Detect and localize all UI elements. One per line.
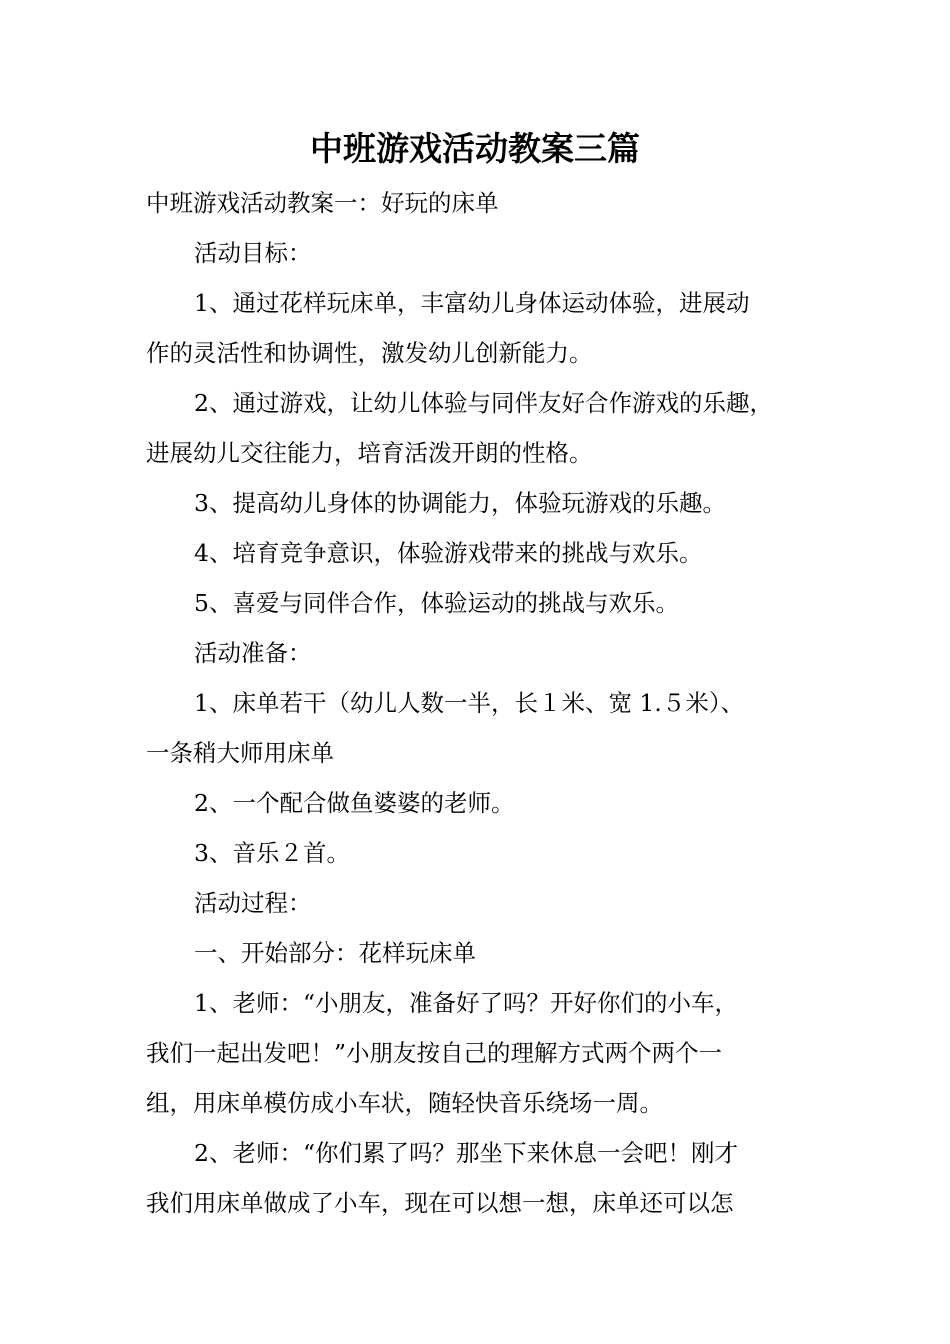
text-line: 4、培育竞争意识，体验游戏带来的挑战与欢乐。: [194, 539, 703, 567]
text-line: 我们用床单做成了小车，现在可以想一想，床单还可以怎: [146, 1189, 734, 1217]
text-line: 2、一个配合做鱼婆婆的老师。: [194, 789, 515, 817]
text-line: 活动目标：: [194, 239, 312, 267]
text-line: 活动过程：: [194, 889, 312, 917]
text-line: 进展幼儿交往能力，培育活泼开朗的性格。: [146, 439, 593, 467]
text-line: 5、喜爱与同伴合作，体验运动的挑战与欢乐。: [194, 589, 679, 617]
text-line: 3、音乐２首。: [194, 839, 350, 867]
text-line: 作的灵活性和协调性，激发幼儿创新能力。: [146, 339, 593, 367]
text-line: 1、老师：“小朋友，准备好了吗？开好你们的小车，: [194, 989, 738, 1017]
text-line: 1、床单若干（幼儿人数一半，长１米、宽 1.５米）、: [194, 689, 745, 717]
text-line: 1、通过花样玩床单，丰富幼儿身体运动体验，进展动: [194, 289, 750, 317]
text-line: 2、通过游戏，让幼儿体验与同伴友好合作游戏的乐趣，: [194, 389, 773, 417]
text-line: 我们一起出发吧！”小朋友按自己的理解方式两个两个一: [146, 1039, 723, 1067]
text-line: 2、老师：“你们累了吗？那坐下来休息一会吧！刚才: [194, 1139, 738, 1167]
text-line: 组，用床单模仿成小车状，随轻快音乐绕场一周。: [146, 1089, 663, 1117]
text-line: 一、开始部分：花样玩床单: [194, 939, 476, 967]
document-body: [146, 178, 822, 1228]
text-line: 一条稍大师用床单: [146, 739, 334, 767]
text-line: 3、提高幼儿身体的协调能力，体验玩游戏的乐趣。: [194, 489, 726, 517]
document-title: 中班游戏活动教案三篇: [310, 129, 640, 168]
text-line: 活动准备：: [194, 639, 312, 667]
text-line: 中班游戏活动教案一：好玩的床单: [146, 189, 499, 217]
